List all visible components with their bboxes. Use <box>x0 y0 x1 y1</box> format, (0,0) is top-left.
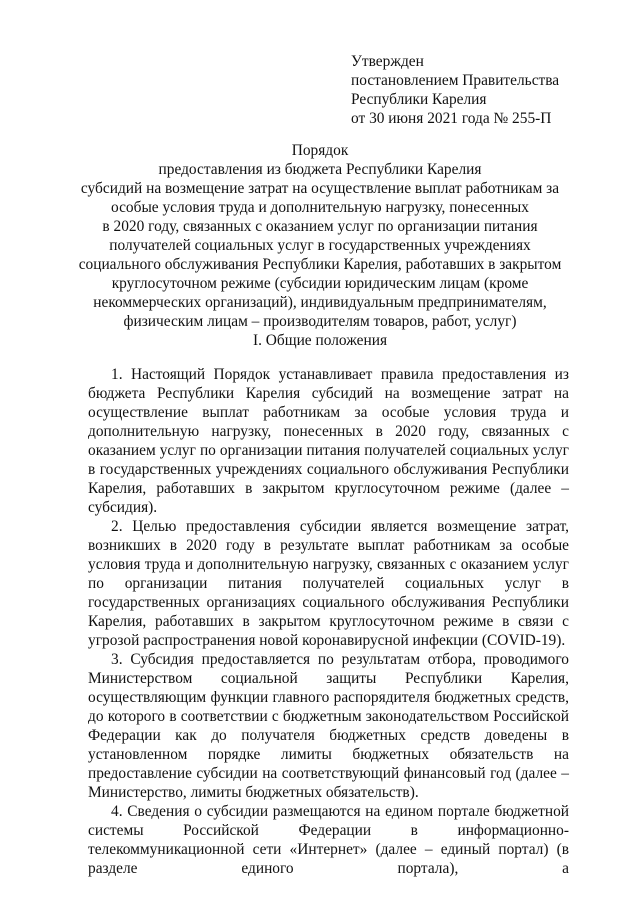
paragraph: 3. Субсидия предоставляется по результатам отбора, проводимого Министерством социальной защиты Республики Карелия, осуществляющим функции главного распорядителя бюджетных средств, до которого в соответствии с бюджетным законодательством Российской Федерации как до получателя бюджетных средств доведены в установленном порядке лимиты бюджетных обязательств на предоставление субсидии на соответствующий финансовый год (далее – Министерство, лимиты бюджетных обязательств). <box>88 651 569 801</box>
title-line: некоммерческих организаций), индивидуальным предпринимателям, <box>93 294 547 311</box>
title-line: особые условия труда и дополнительную нагрузку, понесенных <box>111 199 529 216</box>
approval-line: постановлением Правительства <box>351 72 560 89</box>
document-body <box>88 365 569 878</box>
document-title <box>60 141 580 331</box>
title-line: социального обслуживания Республики Карелия, работавших в закрытом <box>78 256 562 273</box>
title-line: получателей социальных услуг в государственных учреждениях <box>109 237 531 254</box>
title-line: физическим лицам – производителям товаров, работ, услуг) <box>123 313 517 330</box>
approval-line: Утвержден <box>351 53 424 70</box>
paragraph: 2. Целью предоставления субсидии является возмещение затрат, возникших в 2020 году в результате выплат работникам за особые условия труда и дополнительную нагрузку, связанных с оказанием услуг по организации питания получателей социальных услуг в государственных организациях социального обслуживания Республики Карелия, работавших в закрытом круглосуточном режиме в связи с угрозой распространения новой коронавирусной инфекции (COVID-19). <box>88 518 569 649</box>
paragraph: 4. Сведения о субсидии размещаются на едином портале бюджетной системы Российской Федерации в информационно-телекоммуникационной сети «Интернет» (далее – единый портал) (в разделе единого портала), а <box>88 803 569 877</box>
approval-stamp <box>351 52 559 128</box>
title-line: предоставления из бюджета Республики Карелия <box>158 161 482 178</box>
approval-line: от 30 июня 2021 года № 255-П <box>351 110 552 127</box>
title-line: в 2020 году, связанных с оказанием услуг по организации питания <box>102 218 538 235</box>
approval-line: Республики Карелия <box>351 91 487 108</box>
title-line: круглосуточном режиме (субсидии юридическим лицам (кроме <box>111 275 529 292</box>
title-line: Порядок <box>291 142 349 159</box>
section-heading: I. Общие положения <box>252 332 388 349</box>
paragraph: 1. Настоящий Порядок устанавливает правила предоставления из бюджета Республики Карелия субсидий на возмещение затрат на осуществление выплат работникам за особые условия труда и дополнительную нагрузку, понесенных в 2020 году, связанных с оказанием услуг по организации питания получателей социальных услуг в государственных учреждениях социального обслуживания Республики Карелия, работавших в закрытом круглосуточном режиме (далее – субсидия). <box>88 366 569 516</box>
title-line: субсидий на возмещение затрат на осуществление выплат работникам за <box>80 180 560 197</box>
